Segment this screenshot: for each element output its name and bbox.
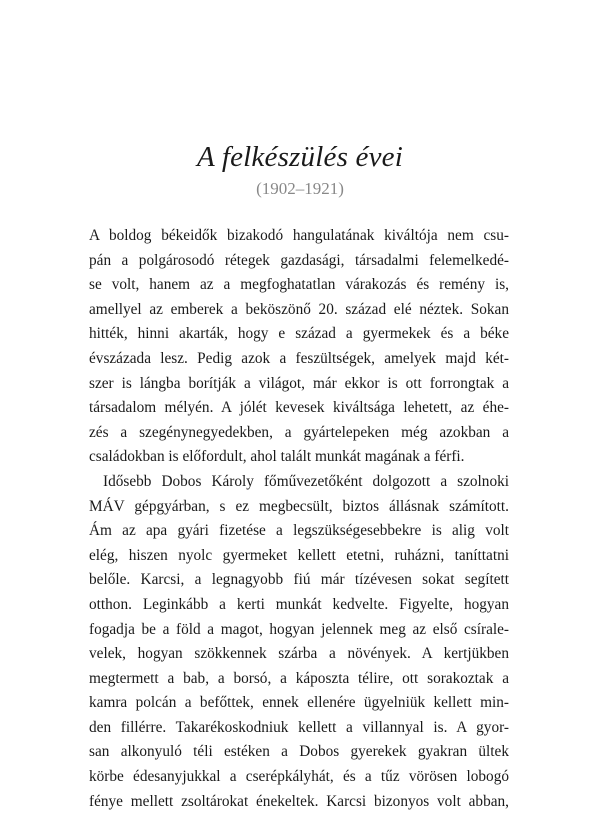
text-line: családokban is előfordult, ahol talált munkát magának a férfi. <box>89 448 465 466</box>
text-line: megtermett a bab, a borsó, a káposzta télire, ott sorakoztak a <box>89 669 509 687</box>
text-line: fogadja be a föld a magot, hogyan jelennek meg az első csírale- <box>89 620 509 638</box>
text-line: zés a szegénynegyedekben, a gyártelepeken még azokban a <box>89 423 509 441</box>
text-line: fénye mellett zsoltárokat énekeltek. Karcsi bizonyos volt abban, <box>89 792 509 810</box>
text-line: hitték, hinni akarták, hogy e század a gyermekek és a béke <box>89 325 509 343</box>
text-line: se volt, hanem az a megfoghatatlan várakozás és remény is, <box>89 276 509 294</box>
text-line: otthon. Leginkább a kerti munkát kedvelte. Figyelte, hogyan <box>89 595 509 613</box>
text-line: társadalom mélyén. A jólét kevesek kiváltsága lehetett, az éhe- <box>89 399 509 417</box>
text-line: den fillérre. Takarékoskodniuk kellett a villannyal is. A gyor- <box>89 718 509 736</box>
text-line: körbe édesanyjukkal a cserépkályhát, és a tűz vörösen lobogó <box>89 768 509 786</box>
body-text <box>89 224 509 814</box>
text-line: évszázada lesz. Pedig azok a feszültségek, amelyek majd két- <box>89 349 509 367</box>
text-line: szer is lángba borítják a világot, már ekkor is ott forrongtak a <box>89 374 509 392</box>
text-line: A boldog békeidők bizakodó hangulatának kiváltója nem csu- <box>89 227 509 244</box>
text-line: Ám az apa gyári fizetése a legszükségesebbekre is alig volt <box>89 522 509 540</box>
text-line: belőle. Karcsi, a legnagyobb fiú már tízévesen sokat segített <box>89 571 509 589</box>
text-line: elég, hiszen nyolc gyermeket kellett etetni, ruházni, taníttatni <box>89 546 509 564</box>
text-line: amellyel az emberek a beköszönő 20. század elé néztek. Sokan <box>89 300 509 318</box>
text-line: velek, hogyan szökkennek szárba a növények. A kertjükben <box>89 645 509 663</box>
text-line: pán a polgárosodó rétegek gazdasági, társadalmi felemelkedé- <box>89 251 509 269</box>
text-line: Idősebb Dobos Károly főművezetőként dolgozott a szolnoki <box>103 472 509 490</box>
chapter-title: A felkészülés évei <box>197 141 403 173</box>
text-line: kamra polcán a befőttek, ennek ellenére ügyelniük kellett min- <box>89 694 509 712</box>
text-line: MÁV gépgyárban, s ez megbecsült, biztos állásnak számított. <box>89 497 509 515</box>
chapter-years: (1902–1921) <box>256 179 344 198</box>
text-line: san alkonyuló téli estéken a Dobos gyerekek gyakran ültek <box>89 743 509 761</box>
